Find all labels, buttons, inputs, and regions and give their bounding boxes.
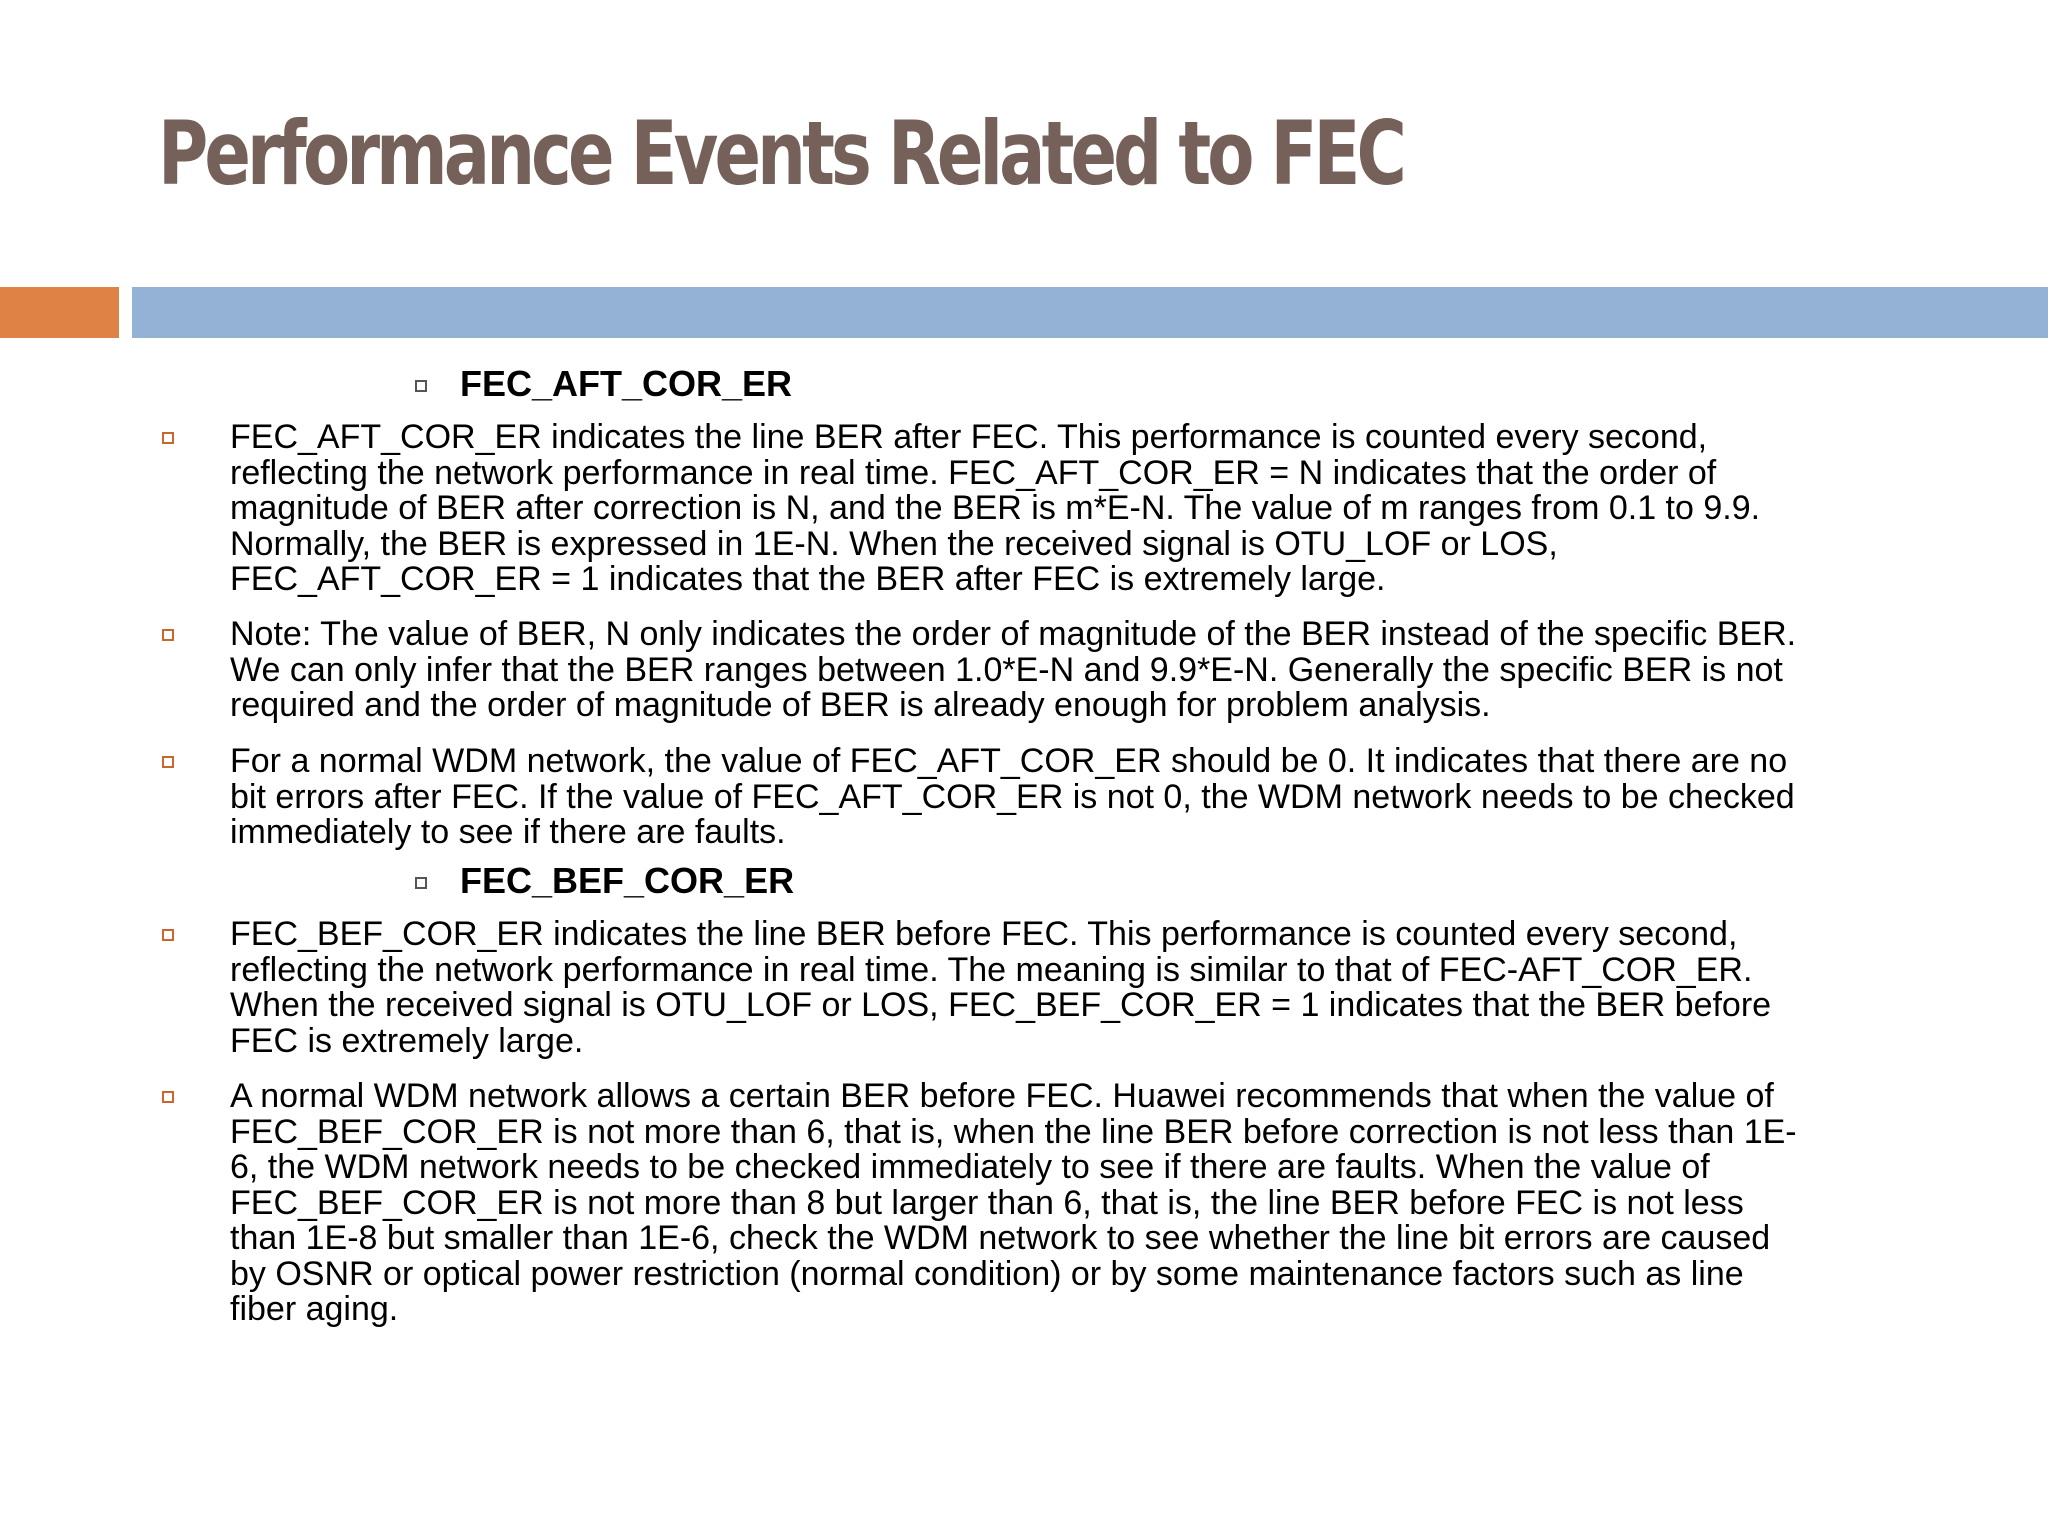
- bullet-item: [230, 420, 1950, 598]
- bullet-text: FEC_BEF_COR_ER indicates the line BER before FEC. This performance is counted every second, reflecting the network performance in real time. The meaning is similar to that of FEC-AFT_COR_ER. When the received signal is OTU_LOF or LOS, FEC_BEF_COR_ER = 1 indicates that the BER before FEC is extremely large.: [230, 915, 1772, 1060]
- bullet-item: [230, 744, 1950, 851]
- square-bullet-icon: [162, 756, 174, 768]
- section-heading-label: FEC_AFT_COR_ER: [460, 363, 793, 404]
- bullet-item: [230, 917, 1950, 1059]
- bullet-item: [230, 1079, 1950, 1328]
- square-bullet-icon: [415, 877, 427, 889]
- square-bullet-icon: [162, 629, 174, 641]
- section-heading-label: FEC_BEF_COR_ER: [460, 860, 795, 901]
- bullet-text: Note: The value of BER, N only indicates the order of magnitude of the BER instead of the specific BER. We can only infer that the BER ranges between 1.0*E-N and 9.9*E-N. Generally the specific BER is not required and the order of magnitude of BER is already enough for problem analysis.: [230, 615, 1797, 724]
- bullet-text: A normal WDM network allows a certain BER before FEC. Huawei recommends that when the value of FEC_BEF_COR_ER is not more than 6, that is, when the line BER before correction is not less than 1E- 6, the WDM network needs to be checked immediately to see if there are faults. When the value of FEC_BEF_COR_ER is not more than 8 but larger than 6, that is, the line BER before FEC is not less than 1E-8 but smaller than 1E-6, check the WDM network to see whether the line bit errors are caused by OSNR or optical power restriction (normal condition) or by some maintenance factors such as line fiber aging.: [230, 1077, 1797, 1328]
- section-heading-fec-bef: [415, 861, 794, 901]
- square-bullet-icon: [162, 1091, 174, 1103]
- square-bullet-icon: [162, 432, 174, 444]
- bullet-text: FEC_AFT_COR_ER indicates the line BER after FEC. This performance is counted every second, reflecting the network performance in real time. FEC_AFT_COR_ER = N indicates that the order of magnitude of BER after correction is N, and the BER is m*E-N. The value of m ranges from 0.1 to 9.9. Normally, the BER is expressed in 1E-N. When the received signal is OTU_LOF or LOS, FEC_AFT_COR_ER = 1 indicates that the BER after FEC is extremely large.: [230, 418, 1761, 598]
- bullet-item: [230, 617, 1950, 724]
- square-bullet-icon: [415, 380, 427, 392]
- section-heading-fec-aft: [415, 364, 792, 404]
- slide-title: Performance Events Related to FEC: [158, 102, 1404, 205]
- bullet-text: For a normal WDM network, the value of FEC_AFT_COR_ER should be 0. It indicates that there are no bit errors after FEC. If the value of FEC_AFT_COR_ER is not 0, the WDM network needs to be checked immediately to see if there are faults.: [230, 742, 1795, 851]
- square-bullet-icon: [162, 929, 174, 941]
